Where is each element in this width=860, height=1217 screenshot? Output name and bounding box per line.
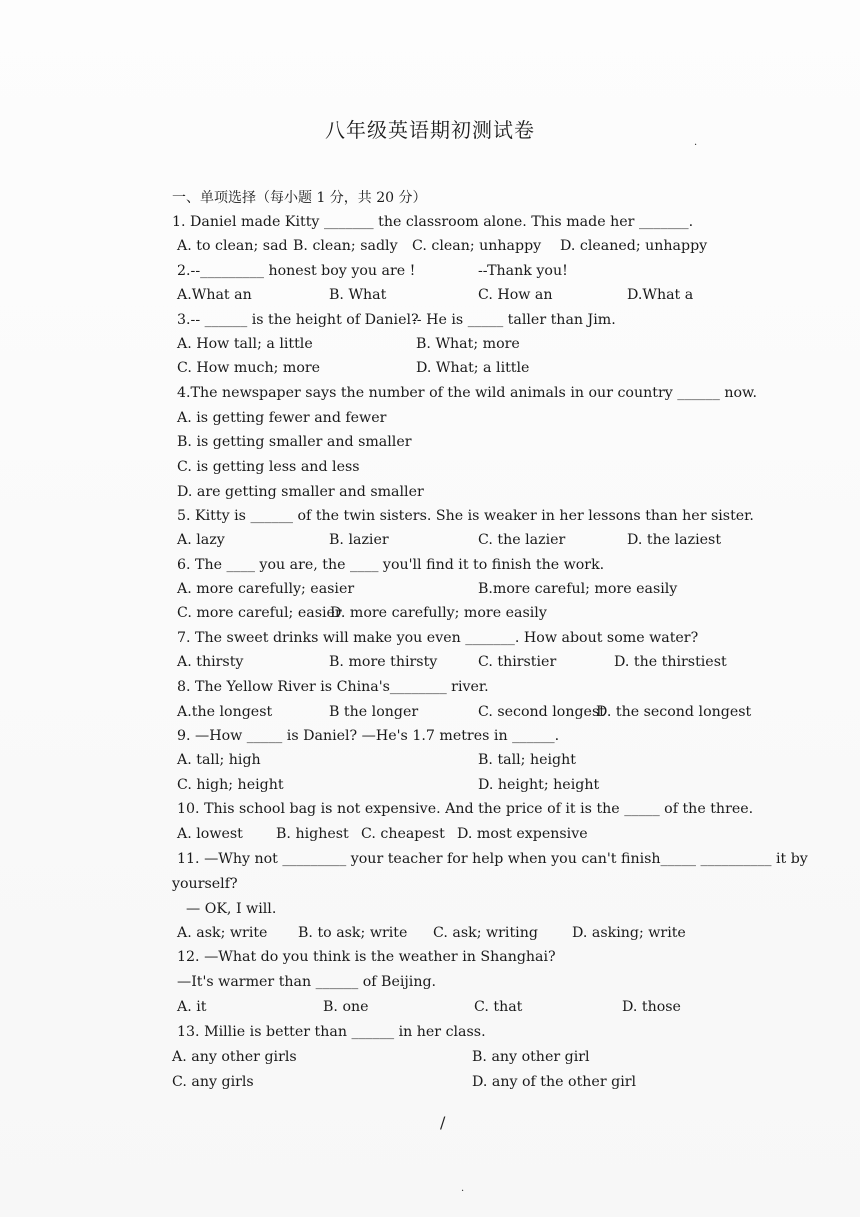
question-6-stem: 6. The ____ you are, the ____ you'll find it to finish the work. (177, 557, 605, 573)
question-11-stem: 11. —Why not _________ your teacher for help when you can't finish_____ __________ it by (177, 851, 808, 867)
q2-option-d: D.What a (627, 287, 694, 303)
q3-option-b: B. What; more (416, 336, 520, 352)
q8-option-d: D. the second longest (596, 704, 752, 720)
q9-option-d: D. height; height (478, 777, 600, 793)
q2-option-c: C. How an (478, 287, 553, 303)
q12-option-a: A. it (177, 999, 207, 1015)
q7-option-d: D. the thirstiest (614, 654, 727, 670)
question-8-stem: 8. The Yellow River is China's________ river. (177, 679, 489, 695)
question-10-stem: 10. This school bag is not expensive. And the price of it is the _____ of the three. (177, 801, 754, 817)
question-12-reply: —It's warmer than ______ of Beijing. (177, 974, 437, 990)
q10-option-b: B. highest (276, 826, 349, 842)
q1-option-b: B. clean; sadly (293, 238, 398, 254)
q8-option-b: B the longer (329, 704, 419, 720)
page-title: 八年级英语期初测试卷 (325, 118, 535, 142)
q9-option-a: A. tall; high (177, 752, 261, 768)
q10-option-c: C. cheapest (361, 826, 445, 842)
scan-speck: · (461, 1186, 465, 1197)
scan-mark: / (440, 1113, 446, 1132)
q13-option-a: A. any other girls (172, 1049, 297, 1065)
q6-option-c: C. more careful; easier (177, 605, 342, 621)
q4-option-c: C. is getting less and less (177, 459, 360, 475)
q3-option-a: A. How tall; a little (177, 336, 313, 352)
q11-option-a: A. ask; write (177, 925, 268, 941)
q7-option-b: B. more thirsty (329, 654, 438, 670)
question-9-stem: 9. —How _____ is Daniel? —He's 1.7 metres in ______. (177, 728, 560, 744)
q10-option-d: D. most expensive (457, 826, 588, 842)
q11-option-d: D. asking; write (572, 925, 686, 941)
question-2-reply: --Thank you! (478, 263, 568, 279)
q4-option-a: A. is getting fewer and fewer (177, 410, 387, 426)
question-7-stem: 7. The sweet drinks will make you even _______. How about some water? (177, 630, 699, 646)
q1-option-c: C. clean; unhappy (412, 238, 542, 254)
scan-speck: · (694, 140, 698, 151)
q2-option-b: B. What (329, 287, 387, 303)
question-11-reply: — OK, I will. (186, 901, 277, 917)
q9-option-b: B. tall; height (478, 752, 576, 768)
q5-option-b: B. lazier (329, 532, 389, 548)
q8-option-c: C. second longest (478, 704, 605, 720)
q11-option-c: C. ask; writing (433, 925, 538, 941)
q12-option-d: D. those (622, 999, 681, 1015)
q1-option-a: A. to clean; sad (177, 238, 288, 254)
q6-option-b: B.more careful; more easily (478, 581, 678, 597)
q11-option-b: B. to ask; write (298, 925, 408, 941)
q4-option-b: B. is getting smaller and smaller (177, 434, 412, 450)
q3-option-c: C. How much; more (177, 360, 321, 376)
question-4-stem: 4.The newspaper says the number of the wild animals in our country ______ now. (177, 385, 757, 401)
q2-option-a: A.What an (177, 287, 252, 303)
q6-option-a: A. more carefully; easier (177, 581, 355, 597)
question-11-stem-continued: yourself? (172, 876, 238, 892)
q6-option-d: D. more carefully; more easily (330, 605, 547, 621)
q12-option-c: C. that (474, 999, 523, 1015)
question-12-stem: 12. —What do you think is the weather in Shanghai? (177, 949, 556, 965)
question-2-stem: 2.--_________ honest boy you are ! (177, 263, 416, 279)
q13-option-b: B. any other girl (472, 1049, 590, 1065)
question-5-stem: 5. Kitty is ______ of the twin sisters. She is weaker in her lessons than her sister. (177, 508, 754, 524)
question-1-stem: 1. Daniel made Kitty _______ the classroom alone. This made her _______. (172, 214, 694, 230)
q13-option-c: C. any girls (172, 1074, 254, 1090)
q8-option-a: A.the longest (177, 704, 273, 720)
q1-option-d: D. cleaned; unhappy (560, 238, 708, 254)
q13-option-d: D. any of the other girl (472, 1074, 637, 1090)
q7-option-c: C. thirstier (478, 654, 557, 670)
q10-option-a: A. lowest (177, 826, 243, 842)
q5-option-d: D. the laziest (627, 532, 722, 548)
question-3-reply: -- He is _____ taller than Jim. (412, 312, 616, 328)
q4-option-d: D. are getting smaller and smaller (177, 484, 424, 500)
section-heading: 一、单项选择（每小题 1 分，共 20 分） (172, 190, 427, 206)
q5-option-a: A. lazy (177, 532, 225, 548)
q12-option-b: B. one (323, 999, 369, 1015)
q3-option-d: D. What; a little (416, 360, 530, 376)
question-3-stem: 3.-- ______ is the height of Daniel? (177, 312, 419, 328)
q5-option-c: C. the lazier (478, 532, 566, 548)
question-13-stem: 13. Millie is better than ______ in her class. (177, 1024, 486, 1040)
q9-option-c: C. high; height (177, 777, 284, 793)
q7-option-a: A. thirsty (177, 654, 244, 670)
